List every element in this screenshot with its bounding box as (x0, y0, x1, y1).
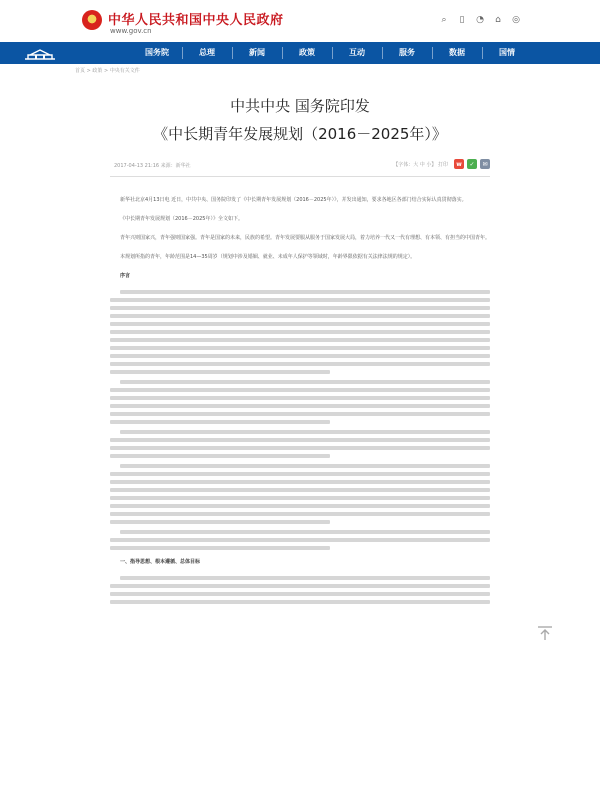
text-line (110, 354, 490, 358)
text-line (120, 380, 490, 384)
mobile-icon[interactable]: ▯ (459, 15, 465, 25)
article-date-source: 2017-04-13 21:16 来源：新华社 (114, 163, 191, 169)
nav-item-policy[interactable]: 政策 (282, 42, 332, 64)
text-line (110, 322, 490, 326)
tiananmen-icon (23, 46, 57, 60)
text-line (120, 464, 490, 468)
nav-item-services[interactable]: 服务 (382, 42, 432, 64)
user-icon[interactable]: ◔ (476, 15, 484, 25)
section-heading: 序言 (120, 273, 131, 279)
breadcrumb[interactable]: 首页 > 政策 > 中央有关文件 (75, 68, 140, 74)
wechat-icon[interactable]: ✓ (467, 159, 477, 169)
site-url: www.gov.cn (110, 27, 152, 35)
text-line (110, 546, 330, 550)
article-text-block (110, 430, 490, 458)
site-name[interactable]: 中华人民共和国中央人民政府 (108, 13, 284, 28)
text-line (120, 290, 490, 294)
text-line (110, 496, 490, 500)
site-header (0, 0, 600, 42)
text-line (110, 306, 490, 310)
page-fade (0, 794, 600, 800)
mail-icon[interactable]: ✉ (480, 159, 490, 169)
nav-item-news[interactable]: 新闻 (232, 42, 282, 64)
text-line (110, 512, 490, 516)
text-line (110, 370, 330, 374)
article-meta (110, 158, 490, 177)
text-line (110, 446, 490, 450)
text-line (110, 330, 490, 334)
text-line (110, 520, 330, 524)
national-emblem-icon (82, 10, 102, 30)
section-heading: 一、指导思想、根本遵循、总体目标 (120, 559, 201, 565)
back-to-top-button[interactable] (536, 624, 554, 642)
text-line (110, 298, 490, 302)
article-text-block (110, 380, 490, 424)
article-title-line-2: 《中长期青年发展规划（2016－2025年）》 (153, 125, 447, 143)
text-line (110, 396, 490, 400)
back-to-top-icon (536, 624, 554, 642)
text-line (110, 338, 490, 342)
text-line (110, 412, 490, 416)
text-line (110, 488, 490, 492)
text-line (110, 314, 490, 318)
share-icons (454, 159, 490, 169)
article-text-block (110, 290, 490, 374)
text-line (110, 480, 490, 484)
text-line (110, 592, 490, 596)
article-text-block (110, 464, 490, 524)
article-paragraph: 本规划所指的青年，年龄范围是14—35周岁（规划中涉及婚姻、就业、未成年人保护等领域时，年龄界限依据有关法律法规的规定）。 (120, 254, 416, 260)
nav-item-state-council[interactable]: 国务院 (145, 48, 169, 57)
article-tools (393, 159, 490, 169)
nav-item-data[interactable]: 数据 (432, 42, 482, 64)
article-body-blocks (110, 290, 490, 550)
home-button[interactable] (0, 42, 80, 64)
article-paragraph: 新华社北京4月13日电 近日，中共中央、国务院印发了《中长期青年发展规划（2016－2025年）》，并发出通知，要求各地区各部门结合实际认真贯彻落实。 (120, 197, 467, 203)
text-line (110, 504, 490, 508)
text-line (110, 404, 490, 408)
article-paragraph: 《中长期青年发展规划（2016－2025年）》全文如下。 (120, 216, 243, 222)
text-line (120, 430, 490, 434)
text-line (120, 530, 490, 534)
article-final-block (110, 576, 490, 604)
article-paragraph: 青年兴则国家兴，青年强则国家强。青年是国家的未来，民族的希望。青年发展要服从服务于国家发展大局，着力培养一代又一代有理想、有本领、有担当的中国青年。 (120, 235, 491, 241)
text-line (110, 454, 330, 458)
nav-item-premier[interactable]: 总理 (182, 42, 232, 64)
search-icon[interactable]: ⌕ (441, 15, 447, 25)
text-line (110, 538, 490, 542)
article-container (110, 90, 490, 608)
globe-icon[interactable]: ◎ (512, 15, 520, 25)
article-text-block (110, 530, 490, 550)
weibo-icon[interactable]: w (454, 159, 464, 169)
text-line (110, 362, 490, 366)
header-tools (438, 14, 522, 26)
nav-item-interaction[interactable]: 互动 (332, 42, 382, 64)
text-line (110, 438, 490, 442)
article-body (110, 195, 490, 604)
article-title-line-1: 中共中央 国务院印发 (230, 97, 370, 115)
text-line (110, 420, 330, 424)
text-line (110, 600, 490, 604)
text-line (110, 472, 490, 476)
text-line (110, 346, 490, 350)
text-line (110, 584, 490, 588)
font-size-print-tools[interactable]: 【字体：大 中 小】 打印 (393, 161, 448, 168)
cart-icon[interactable]: ⌂ (495, 15, 501, 25)
text-line (120, 576, 490, 580)
nav-item-national-info[interactable]: 国情 (482, 42, 532, 64)
main-navigation (0, 42, 600, 64)
text-line (110, 388, 490, 392)
